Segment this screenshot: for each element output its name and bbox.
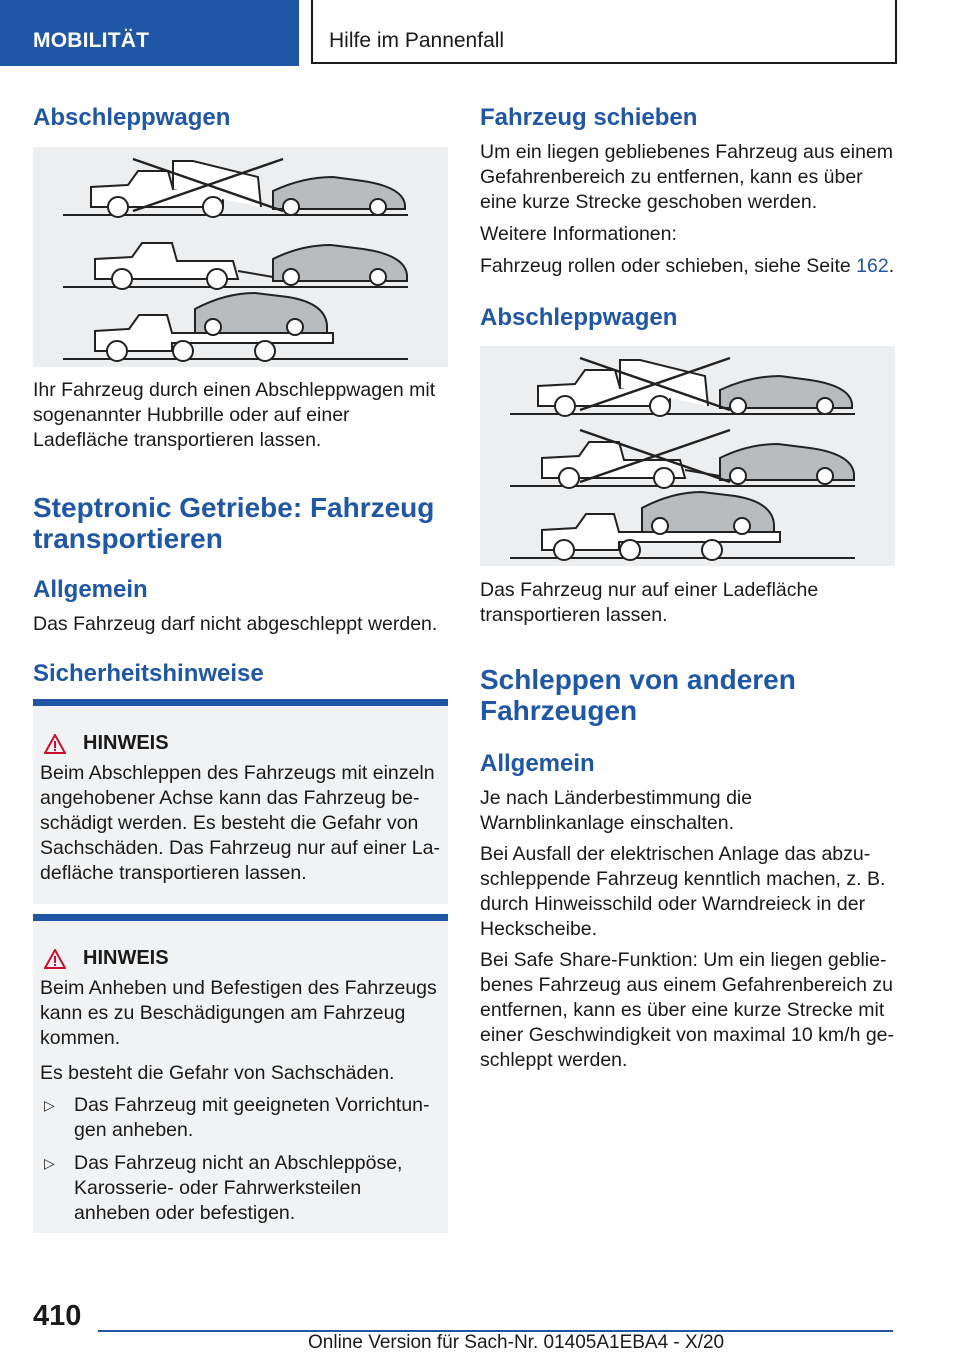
tow-truck-illustration: [480, 346, 895, 566]
notice-text: Beim Anheben und Befestigen des Fahrzeugs kann es zu Beschädigungen am Fahrzeug kommen.: [40, 977, 437, 1049]
chapter-title: Hilfe im Pannenfall: [329, 29, 505, 52]
notice-text: Es besteht die Gefahr von Sachschäden.: [40, 1062, 395, 1084]
notice-label: HINWEIS: [83, 732, 169, 754]
page-number: 410: [33, 1300, 82, 1332]
heading-general: Allgemein: [33, 576, 148, 603]
paragraph-page-reference: [480, 254, 895, 279]
section-tab: [0, 0, 299, 66]
notice-box-2: [33, 914, 448, 1233]
notice-label: HINWEIS: [83, 947, 169, 969]
notice-header: [44, 947, 169, 970]
warning-icon: [44, 949, 66, 969]
heading-safety: Sicherheitshinweise: [33, 660, 264, 687]
reference-end: .: [888, 255, 895, 277]
paragraph-safe-share: Bei Safe Share-Funktion: Um ein liegen gebliebenes Fahrzeug aus einem Gefahrenbereich zu entfernen, kann es über eine kurze Strecke mit einer Geschwindigkeit von maximal 10 km/h geschleppt werden.: [480, 949, 895, 1071]
tow-truck-illustration: [33, 147, 448, 367]
warning-icon: [44, 734, 66, 754]
paragraph-electrical-failure: Bei Ausfall der elektrischen Anlage das abzuschleppende Fahrzeug kenntlich machen, z. B. durch Hinweisschild oder Warndreieck in der Heckscheibe.: [480, 843, 886, 940]
chapter-header: [311, 0, 897, 64]
bullet-arrow-icon: ▷: [44, 1097, 55, 1113]
list-item-text: Das Fahrzeug nicht an Abschleppöse, Karosserie- oder Fahrwerksteilen anheben oder befestigen.: [74, 1152, 403, 1224]
page-link[interactable]: 162: [856, 255, 889, 277]
paragraph-more-info: Weitere Informationen:: [480, 223, 677, 245]
heading-general: Allgemein: [480, 750, 595, 777]
paragraph-push-vehicle: Um ein liegen gebliebenes Fahrzeug aus einem Gefahrenbereich zu entfernen, kann es über eine kurze Strecke geschoben werden.: [480, 141, 894, 213]
heading-tow-truck: Abschleppwagen: [33, 104, 231, 131]
notice-header: [44, 732, 169, 755]
section-label: MOBILITÄT: [33, 29, 150, 52]
notice-text: Beim Abschleppen des Fahrzeugs mit einzeln angehobener Achse kann das Fahrzeug beschädigt werden. Es besteht die Gefahr von Sachschäden. Das Fahrzeug nur auf einer Ladefläche transportieren lassen.: [40, 762, 440, 884]
footer-text: Online Version für Sach-Nr. 01405A1EBA4 - X/20: [308, 1332, 725, 1353]
paragraph-tow-truck: Das Fahrzeug nur auf einer Ladefläche transportieren lassen.: [480, 579, 819, 626]
paragraph-tow-truck: Ihr Fahrzeug durch einen Abschleppwagen mit sogenannter Hubbrille oder auf einer Ladefläche transportieren lassen.: [33, 379, 436, 451]
heading-steptronic: Steptronic Getriebe: Fahrzeug transportieren: [33, 492, 435, 554]
paragraph-hazard-lights: Je nach Länderbestimmung die Warnblinkanlage einschalten.: [480, 787, 753, 834]
paragraph-general: Das Fahrzeug darf nicht abgeschleppt werden.: [33, 613, 438, 635]
reference-text: Fahrzeug rollen oder schieben, siehe Seite: [480, 255, 857, 277]
bullet-arrow-icon: ▷: [44, 1155, 55, 1171]
notice-box-1: [33, 699, 448, 904]
list-item-text: Das Fahrzeug mit geeigneten Vorrichtungen anheben.: [74, 1094, 430, 1141]
heading-towing-other-vehicles: Schleppen von anderen Fahrzeugen: [480, 664, 796, 726]
heading-tow-truck: Abschleppwagen: [480, 304, 678, 331]
heading-push-vehicle: Fahrzeug schieben: [480, 104, 698, 131]
